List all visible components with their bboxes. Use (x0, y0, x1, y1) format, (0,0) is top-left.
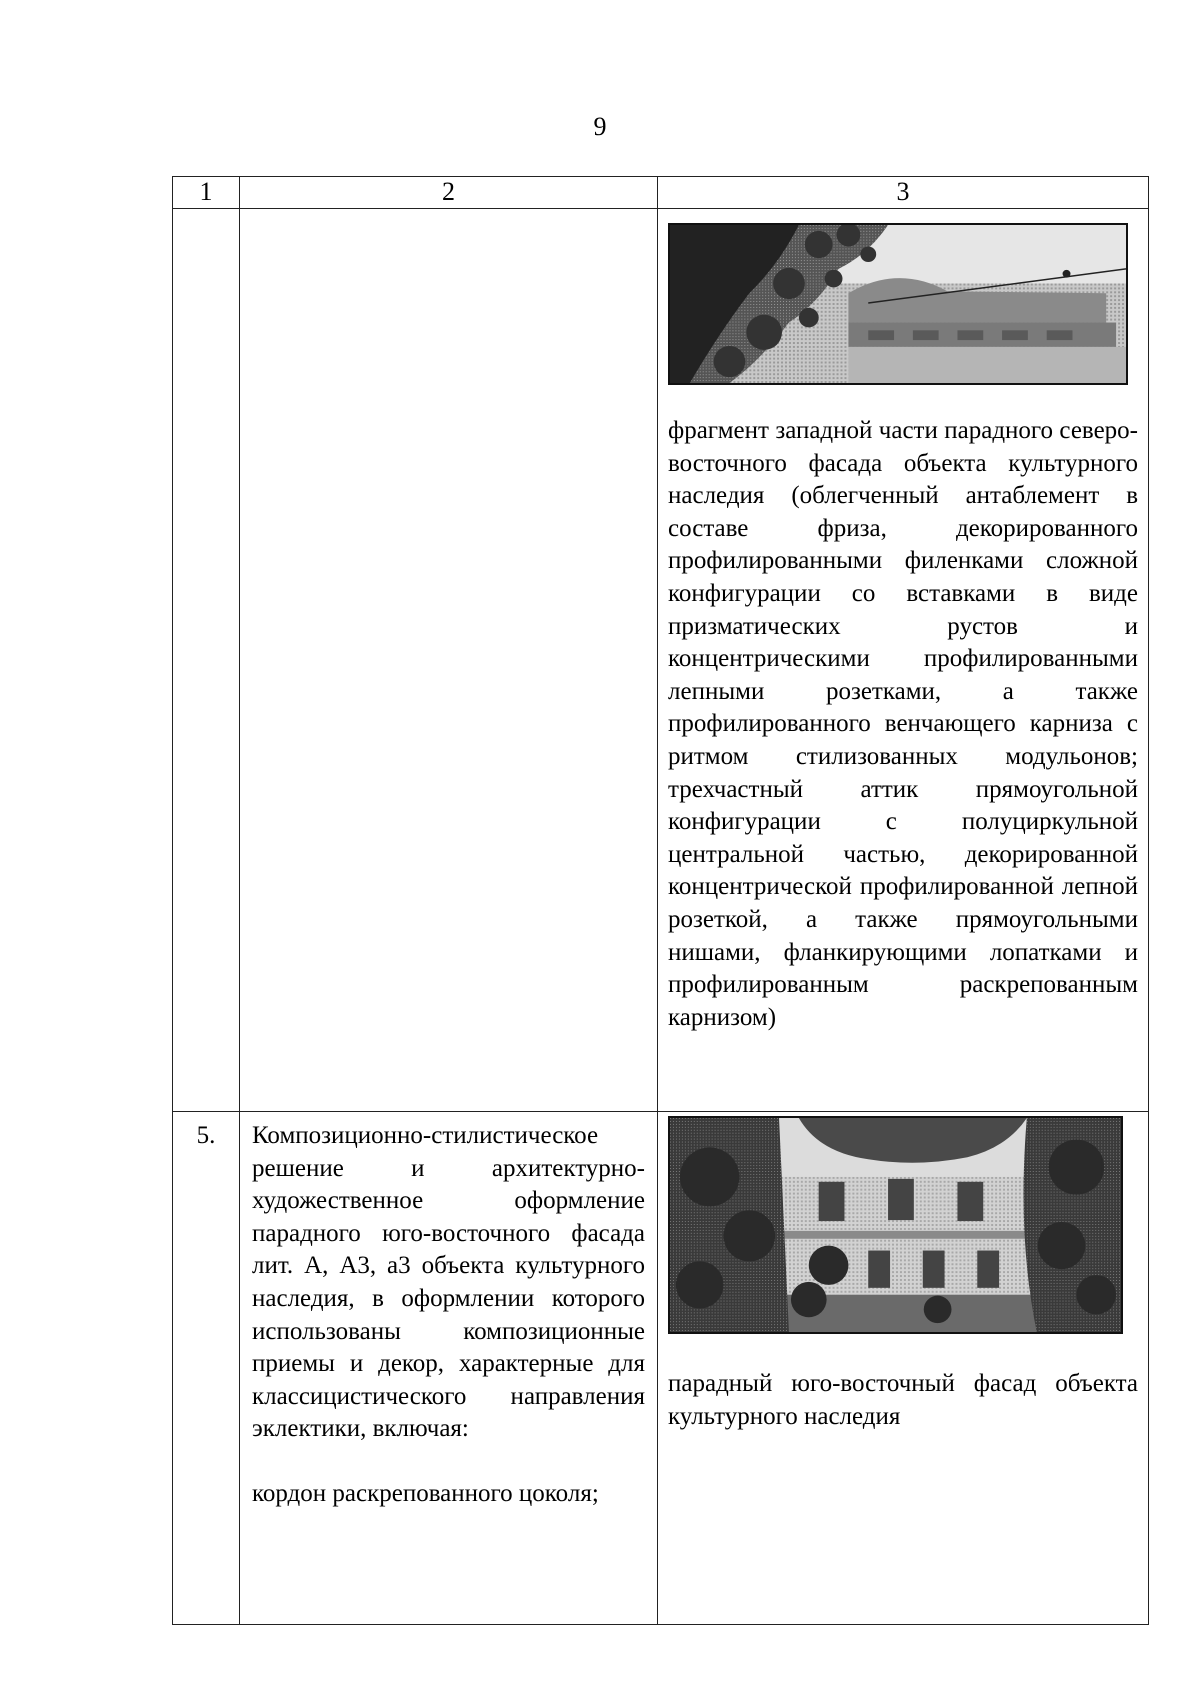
row-photo-cell (658, 1112, 1149, 1625)
row-number (173, 209, 240, 1112)
page-number: 9 (593, 112, 607, 141)
row-photo-cell (658, 209, 1149, 1112)
row-description-cell (240, 1112, 658, 1625)
heritage-elements-table (172, 176, 1149, 1625)
table-row (173, 209, 1149, 1112)
table-row (173, 1112, 1149, 1625)
header-col-1: 1 (173, 177, 240, 209)
description-paragraph: Композиционно-стилистическое решение и архитектурно-художественное оформление парадного юго-восточного фасада лит. А, А3, а3 объекта культурного наследия, в оформлении которого использованы композиционные приемы и декор, характерные для классицистического направления эклектики, включая: (252, 1122, 645, 1443)
southeast-facade-photo (668, 1116, 1123, 1334)
row-number: 5. (173, 1112, 240, 1625)
photo-caption: фрагмент западной части парадного северо-восточного фасада объекта культурного наследия (облегченный антаблемент в составе фриза, декорированного профилированными филенками сложной конфигурации со вставками в виде призматических рустов и концентрическими профилированными лепными розетками, а также профилированного венчающего карниза с ритмом стилизованных модульонов; трехчастный аттик прямоугольной конфигурации с полуциркульной центральной частью, декорированной концентрической профилированной лепной розеткой, а также прямоугольными нишами, фланкирующими лопатками и профилированным раскрепованным карнизом) (668, 417, 1138, 1031)
table-header-row (173, 177, 1149, 209)
description-item: кордон раскрепованного цоколя; (252, 1479, 599, 1507)
photo-caption: парадный юго-восточный фасад объекта культурного наследия (668, 1370, 1138, 1430)
header-col-3: 3 (658, 177, 1149, 209)
paragraph-gap (252, 1446, 645, 1478)
facade-fragment-photo (668, 223, 1128, 385)
header-col-2: 2 (240, 177, 658, 209)
row-description-cell (240, 209, 658, 1112)
